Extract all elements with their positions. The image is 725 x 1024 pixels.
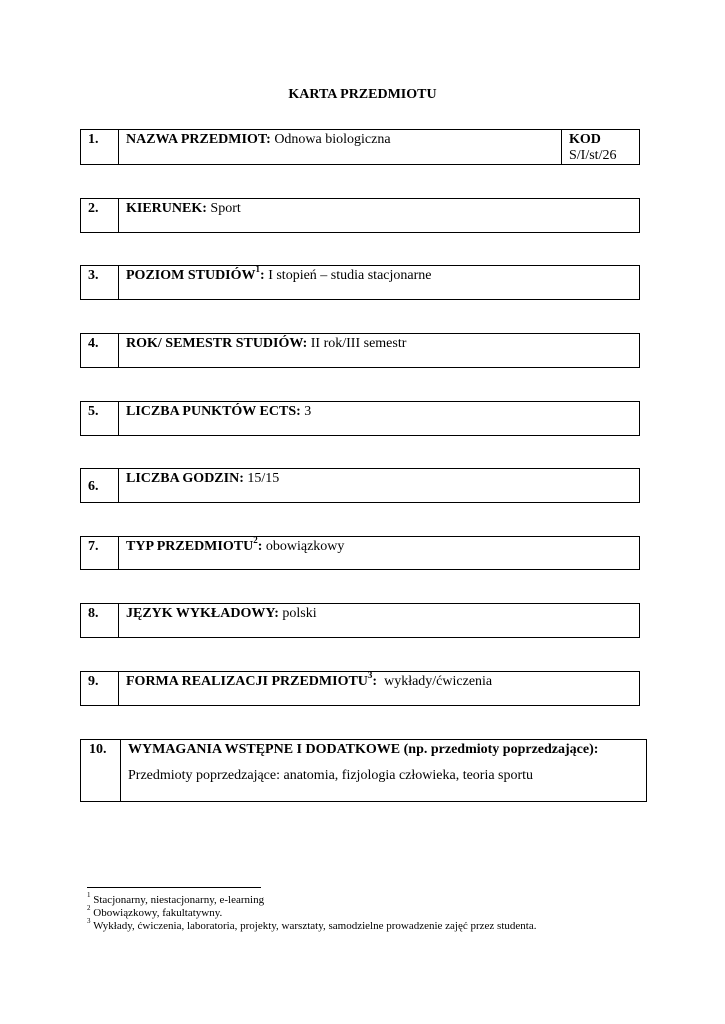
row-number: 6. [81, 469, 119, 503]
footnote [87, 891, 536, 907]
row-number: 10. [81, 740, 121, 802]
row-value: polski [282, 606, 317, 621]
row-number: 5. [81, 402, 119, 436]
row-number: 2. [81, 199, 119, 233]
row-label: LICZBA PUNKTÓW ECTS: [126, 404, 301, 419]
code-label: KOD [569, 132, 601, 147]
footnote-ref: 3 [367, 670, 373, 681]
course-code-cell [562, 130, 640, 165]
footnote-text: Wykłady, ćwiczenia, laboratoria, projekty, warsztaty, samodzielne prowadzenie zajęć przez studenta. [93, 920, 537, 932]
row-value: obowiązkowy [265, 539, 345, 554]
course-form-cell [119, 672, 640, 706]
page-title: KARTA PRZEDMIOTU [288, 87, 437, 102]
row-label: FORMA REALIZACJI PRZEDMIOTU [126, 674, 368, 689]
row-number: 3. [81, 266, 119, 300]
row-value: 15/15 [247, 471, 280, 486]
row-number: 4. [81, 334, 119, 368]
year-semester-cell [119, 334, 640, 368]
row-number: 8. [81, 604, 119, 638]
row-value: Sport [210, 201, 241, 216]
course-type-cell [119, 537, 640, 570]
footnotes [87, 891, 537, 933]
row-number: 1. [81, 130, 119, 165]
row-value: Odnowa biologiczna [274, 132, 391, 147]
language-cell [119, 604, 640, 638]
study-level-cell [119, 266, 640, 300]
footnote-text: Obowiązkowy, fakultatywny. [93, 907, 223, 919]
section-year-semester [80, 333, 640, 368]
colon: : [372, 674, 378, 689]
section-prerequisites [80, 739, 647, 802]
row-value: wykłady/ćwiczenia [384, 674, 493, 689]
footnote-separator [87, 887, 261, 888]
row-label: LICZBA GODZIN: [126, 471, 244, 486]
section-field [80, 198, 640, 233]
footnote-ref: 2 [253, 535, 258, 546]
footnote-ref: 1 [255, 264, 261, 275]
row-value: II rok/III semestr [310, 336, 407, 351]
footnote [87, 917, 537, 933]
prerequisites-cell [121, 740, 647, 802]
footnote-text: Stacjonarny, niestacjonarny, e-learning [93, 894, 265, 906]
section-hours [80, 468, 640, 503]
row-label: TYP PRZEDMIOTU [126, 539, 254, 554]
code-value: S/I/st/26 [569, 148, 617, 163]
row-label: ROK/ SEMESTR STUDIÓW: [126, 336, 308, 351]
course-name-cell [119, 130, 562, 165]
row-value: 3 [304, 404, 312, 419]
section-course-name [80, 129, 640, 165]
colon: : [257, 539, 263, 554]
section-course-form [80, 671, 640, 706]
footnote-mark: 3 [87, 917, 91, 926]
row-label: WYMAGANIA WSTĘPNE I DODATKOWE (np. przedmioty poprzedzające): [128, 742, 599, 757]
section-study-level [80, 265, 640, 300]
footnote [87, 904, 536, 920]
footnote-mark: 2 [87, 904, 91, 913]
footnote-mark: 1 [87, 891, 91, 900]
field-cell [119, 199, 640, 233]
colon: : [260, 268, 265, 283]
row-label: JĘZYK WYKŁADOWY: [126, 606, 279, 621]
row-label: NAZWA PRZEDMIOT: [126, 132, 271, 147]
row-number: 7. [81, 537, 119, 570]
section-ects-points [80, 401, 640, 436]
hours-cell [119, 469, 640, 503]
row-number: 9. [81, 672, 119, 706]
row-value: Przedmioty poprzedzające: anatomia, fizjologia człowieka, teoria sportu [128, 768, 534, 783]
row-value: I stopień – studia stacjonarne [268, 268, 432, 283]
section-course-type [80, 536, 640, 570]
ects-cell [119, 402, 640, 436]
row-label: KIERUNEK: [126, 201, 207, 216]
section-language [80, 603, 640, 638]
row-label: POZIOM STUDIÓW [126, 268, 256, 283]
